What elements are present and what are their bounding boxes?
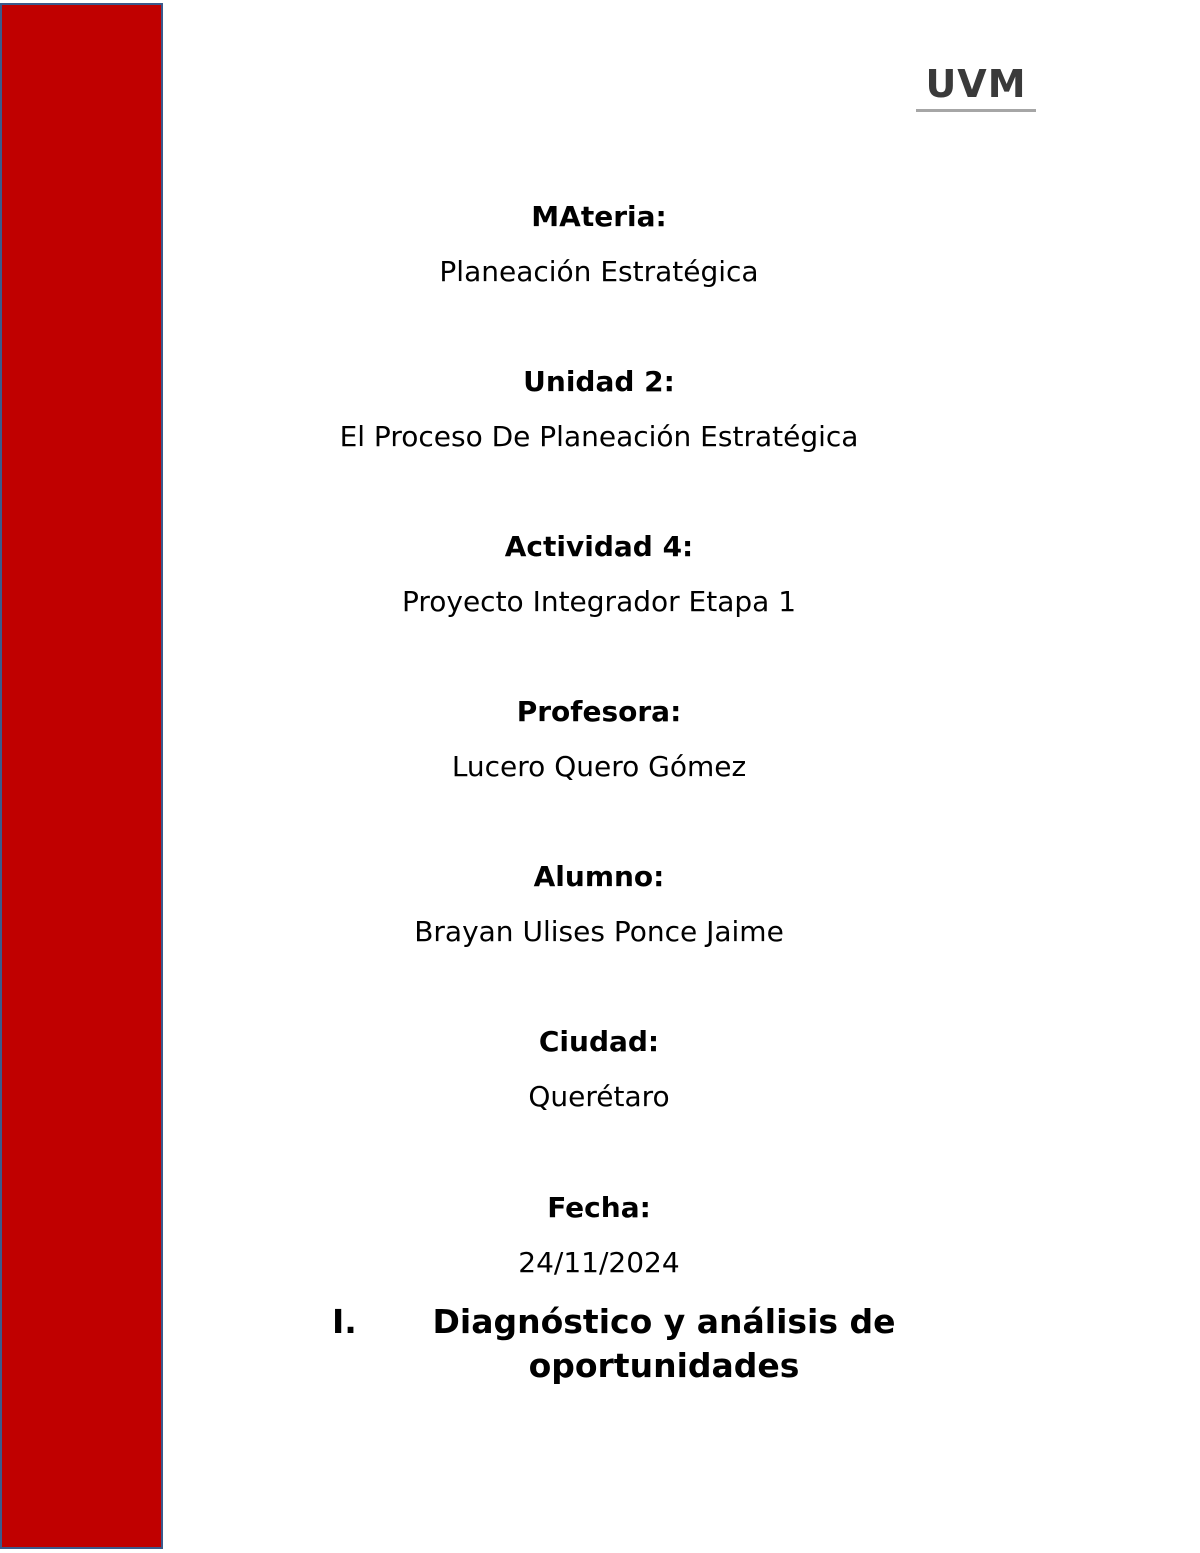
materia-value: Planeación Estratégica [439, 255, 759, 288]
fecha-label: Fecha: [547, 1191, 651, 1224]
profesora-block [163, 692, 1035, 787]
actividad-block [163, 527, 1035, 622]
actividad-value: Proyecto Integrador Etapa 1 [401, 585, 797, 618]
ciudad-value: Querétaro [528, 1080, 670, 1113]
ciudad-block [163, 1022, 1035, 1117]
alumno-label: Alumno: [533, 860, 665, 893]
unidad-label: Unidad 2: [523, 365, 675, 398]
alumno-block [163, 857, 1035, 952]
ciudad-label: Ciudad: [538, 1025, 660, 1058]
logo-tagline-mark [916, 108, 1036, 113]
actividad-label: Actividad 4: [504, 530, 694, 563]
unidad-block [163, 362, 1035, 457]
logo-text: UVM [925, 62, 1027, 106]
alumno-value: Brayan Ulises Ponce Jaime [414, 915, 784, 948]
materia-label: MAteria: [531, 200, 667, 233]
unidad-value: El Proceso De Planeación Estratégica [339, 420, 859, 453]
materia-block [163, 197, 1035, 292]
fecha-block [163, 1188, 1035, 1283]
profesora-value: Lucero Quero Gómez [451, 750, 747, 783]
section-title: Diagnóstico y análisis de oportunidades [432, 1302, 896, 1385]
profesora-label: Profesora: [516, 695, 682, 728]
red-sidebar [0, 3, 163, 1549]
fecha-value: 24/11/2024 [518, 1246, 680, 1279]
section-number: I. [332, 1302, 357, 1341]
uvm-logo [914, 64, 1038, 118]
